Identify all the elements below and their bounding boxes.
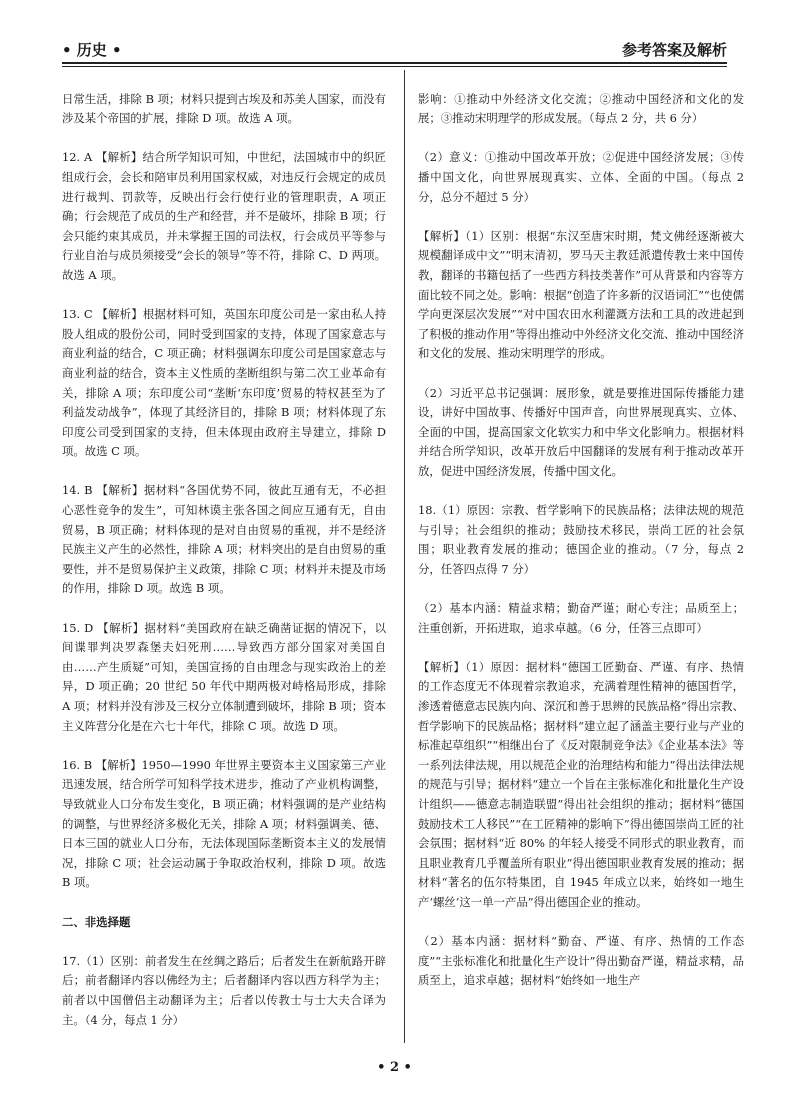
answer-18-part1: 18.（1）原因：宗教、哲学影响下的民族品格；法律法规的规范与引导；社会组织的推动；鼓励技术移民，崇尚工匠的社会氛围；职业教育发展的推动；德国企业的推动。（7 分，每点 2 分，任答四点得 7 分） (418, 503, 744, 576)
answer-18-part2: （2）基本内涵：精益求精；勤奋严谨；耐心专注；品质至上；注重创新，开拓进取，追求卓越。（6 分，任答三点即可） (418, 601, 744, 635)
column-divider (404, 70, 405, 1043)
answer-17-influence: 影响：①推动中外经济文化交流；②推动中国经济和文化的发展；③推动宋明理学的形成发展。（每点 2 分，共 6 分） (418, 91, 744, 126)
answer-17-part1: 17.（1）区别：前者发生在丝绸之路后；后者发生在新航路开辟后；前者翻译内容以佛经为主；后者翻译内容以西方科学为主；前者以中国僧侣主动翻译为主；后者以传教士与士大夫合译为主。（4 分，每点 1 分） (62, 953, 386, 1027)
analysis-18-2: （2）基本内涵：据材料“勤奋、严谨、有序、热情的工作态度”“主张标准化和批量化生产设计”得出勤奋严谨，精益求精，品质至上，追求卓越；据材料“始终如一地生产 (418, 934, 744, 988)
page-header (62, 26, 727, 60)
page-number: • 2 • (377, 1060, 412, 1075)
right-column (418, 70, 744, 1011)
answer-14: 14. B 【解析】据材料“各国优势不同，彼此互通有无，不必担心恶性竞争的发生”，可知林谟主张各国之间应互通有无，自由贸易，B 项正确；材料体现的是对自由贸易的重视，并不是经济民族主义产生的必然性，排除 A 项；材料突出的是自由贸易的重要性，并不是贸易保护主义政策，排除 C 项；材料并未提及市场的作用，排除 D 项。故选 B 项。 (62, 483, 386, 596)
header-rule (62, 62, 727, 64)
answer-12: 12. A 【解析】结合所学知识可知，中世纪，法国城市中的织匠组成行会，会长和陪审员利用国家权威，对违反行会规定的成员进行裁判、罚款等，反映出行会行使行业的管理职责，A 项正确；行会规范了成员的生产和经营，并不是破坏，排除 B 项；行会只能约束其成员，并未掌握王国的司法权，行会成员平等参与行业自治与成员须接受“会长的领导”等不符，排除 C、D 两项。故选 A 项。 (62, 150, 386, 282)
header-rule-thin (62, 66, 727, 67)
left-column (62, 70, 386, 1050)
answer-15: 15. D 【解析】据材料“美国政府在缺乏确凿证据的情况下，以间谍罪判决罗森堡夫妇死刑……导致西方部分国家对美国自由……产生质疑”可知，美国宣扬的自由理念与现实政治上的差异，D 项正确；20 世纪 50 年代中期两极对峙格局形成，排除 A 项；材料并没有涉及三权分立体制遭到破坏，排除 B 项；资本主义阵营分化是在六七十年代，排除 C 项。故选 D 项。 (62, 620, 386, 733)
answer-13: 13. C 【解析】根据材料可知，英国东印度公司是一家由私人持股人组成的股份公司，同时受到国家的支持，体现了国家意志与商业利益的结合，C 项正确；材料强调东印度公司是国家意志与商业利益的结合，资本主义性质的垄断组织与第二次工业革命有关，排除 A 项；东印度公司“垄断‘东印度’贸易的特权甚至为了利益发动战争”，体现了其经济目的，排除 B 项；材料体现了东印度公司受到国家的支持，但未体现由政府主导建立，排除 D 项。故选 C 项。 (62, 307, 386, 459)
answer-16: 16. B 【解析】1950—1990 年世界主要资本主义国家第三产业迅速发展，结合所学可知科学技术进步，推动了产业机构调整，导致就业人口分布发生变化，B 项正确；材料强调的是产业结构的调整，与世界经济多极化无关，排除 A 项；材料强调美、德、日本三国的就业人口分布，无法体现国际垄断资本主义的发展情况，排除 C 项；社会运动属于争取政治权利，排除 D 项。故选 B 项。 (62, 757, 386, 890)
answer-17-part2: （2）意义：①推动中国改革开放；②促进中国经济发展；③传播中国文化，向世界展现真实、立体、全面的中国。（每点 2 分，总分不超过 5 分） (418, 150, 744, 204)
answer-continuation: 日常生活，排除 B 项；材料只提到古埃及和苏美人国家，而没有涉及某个帝国的扩展，排除 D 项。故选 A 项。 (62, 91, 386, 126)
subject-label: • 历史 • (62, 41, 122, 59)
section-heading: 二、非选择题 (62, 914, 131, 929)
analysis-18-1: 【解析】（1）原因：据材料“德国工匠勤奋、严谨、有序、热情的工作态度无不体现着宗教追求，充满着理性精神的德国哲学，渗透着德意志民族内向、深沉和善于思辨的民族品格”得出宗教、哲学影响下的民族品格；据材料“建立起了涵盖主要行业与产业的标准起草组织”“相继出台了《反对限制竞争法》《企业基本法》等一系列法律法规，用以规范企业的治理结构和能力”得出法律法规的规范与引导；据材料“建立一个旨在主张标准化和批量化生产设计组织——德意志制造联盟”得出社会组织的推动；据材料“德国鼓励技术工人移民”“在工匠精神的影响下”得出德国崇尚工匠的社会氛围；据材料“近 80% 的年轻人接受不同形式的职业教育，而且职业教育几乎覆盖所有职业”得出德国职业教育发展的推动；据材料“著名的伍尔特集团，自 1945 年成立以来，始终如一地生产‘螺丝’这一单一产品”得出德国企业的推动。 (418, 659, 744, 909)
section-title: 参考答案及解析 (621, 41, 727, 59)
analysis-17-2: （2）习近平总书记强调：展形象，就是要推进国际传播能力建设，讲好中国故事、传播好中国声音，向世界展现真实、立体、全面的中国，提高国家文化软实力和中华文化影响力。根据材料并结合所学知识，改革开放后中国翻译的发展有利于推动改革开放，促进中国经济发展，传播中国文化。 (418, 385, 744, 478)
analysis-17-1: 【解析】（1）区别：根据“东汉至唐宋时期，梵文佛经逐渐被大规模翻译成中文”“明末清初，罗马天主教廷派遣传教士来中国传教，翻译的书籍包括了一些西方科技类著作”可从背景和内容等方面比较不同之处。影响：根据“创造了许多新的汉语词汇”“也使儒学向更深层次发展”“对中国农田水利灌溉方法和工具的改进起到了积极的推动作用”等得出推动中外经济文化交流、推动中国经济和文化的发展、推动宋明理学的形成。 (418, 228, 744, 361)
